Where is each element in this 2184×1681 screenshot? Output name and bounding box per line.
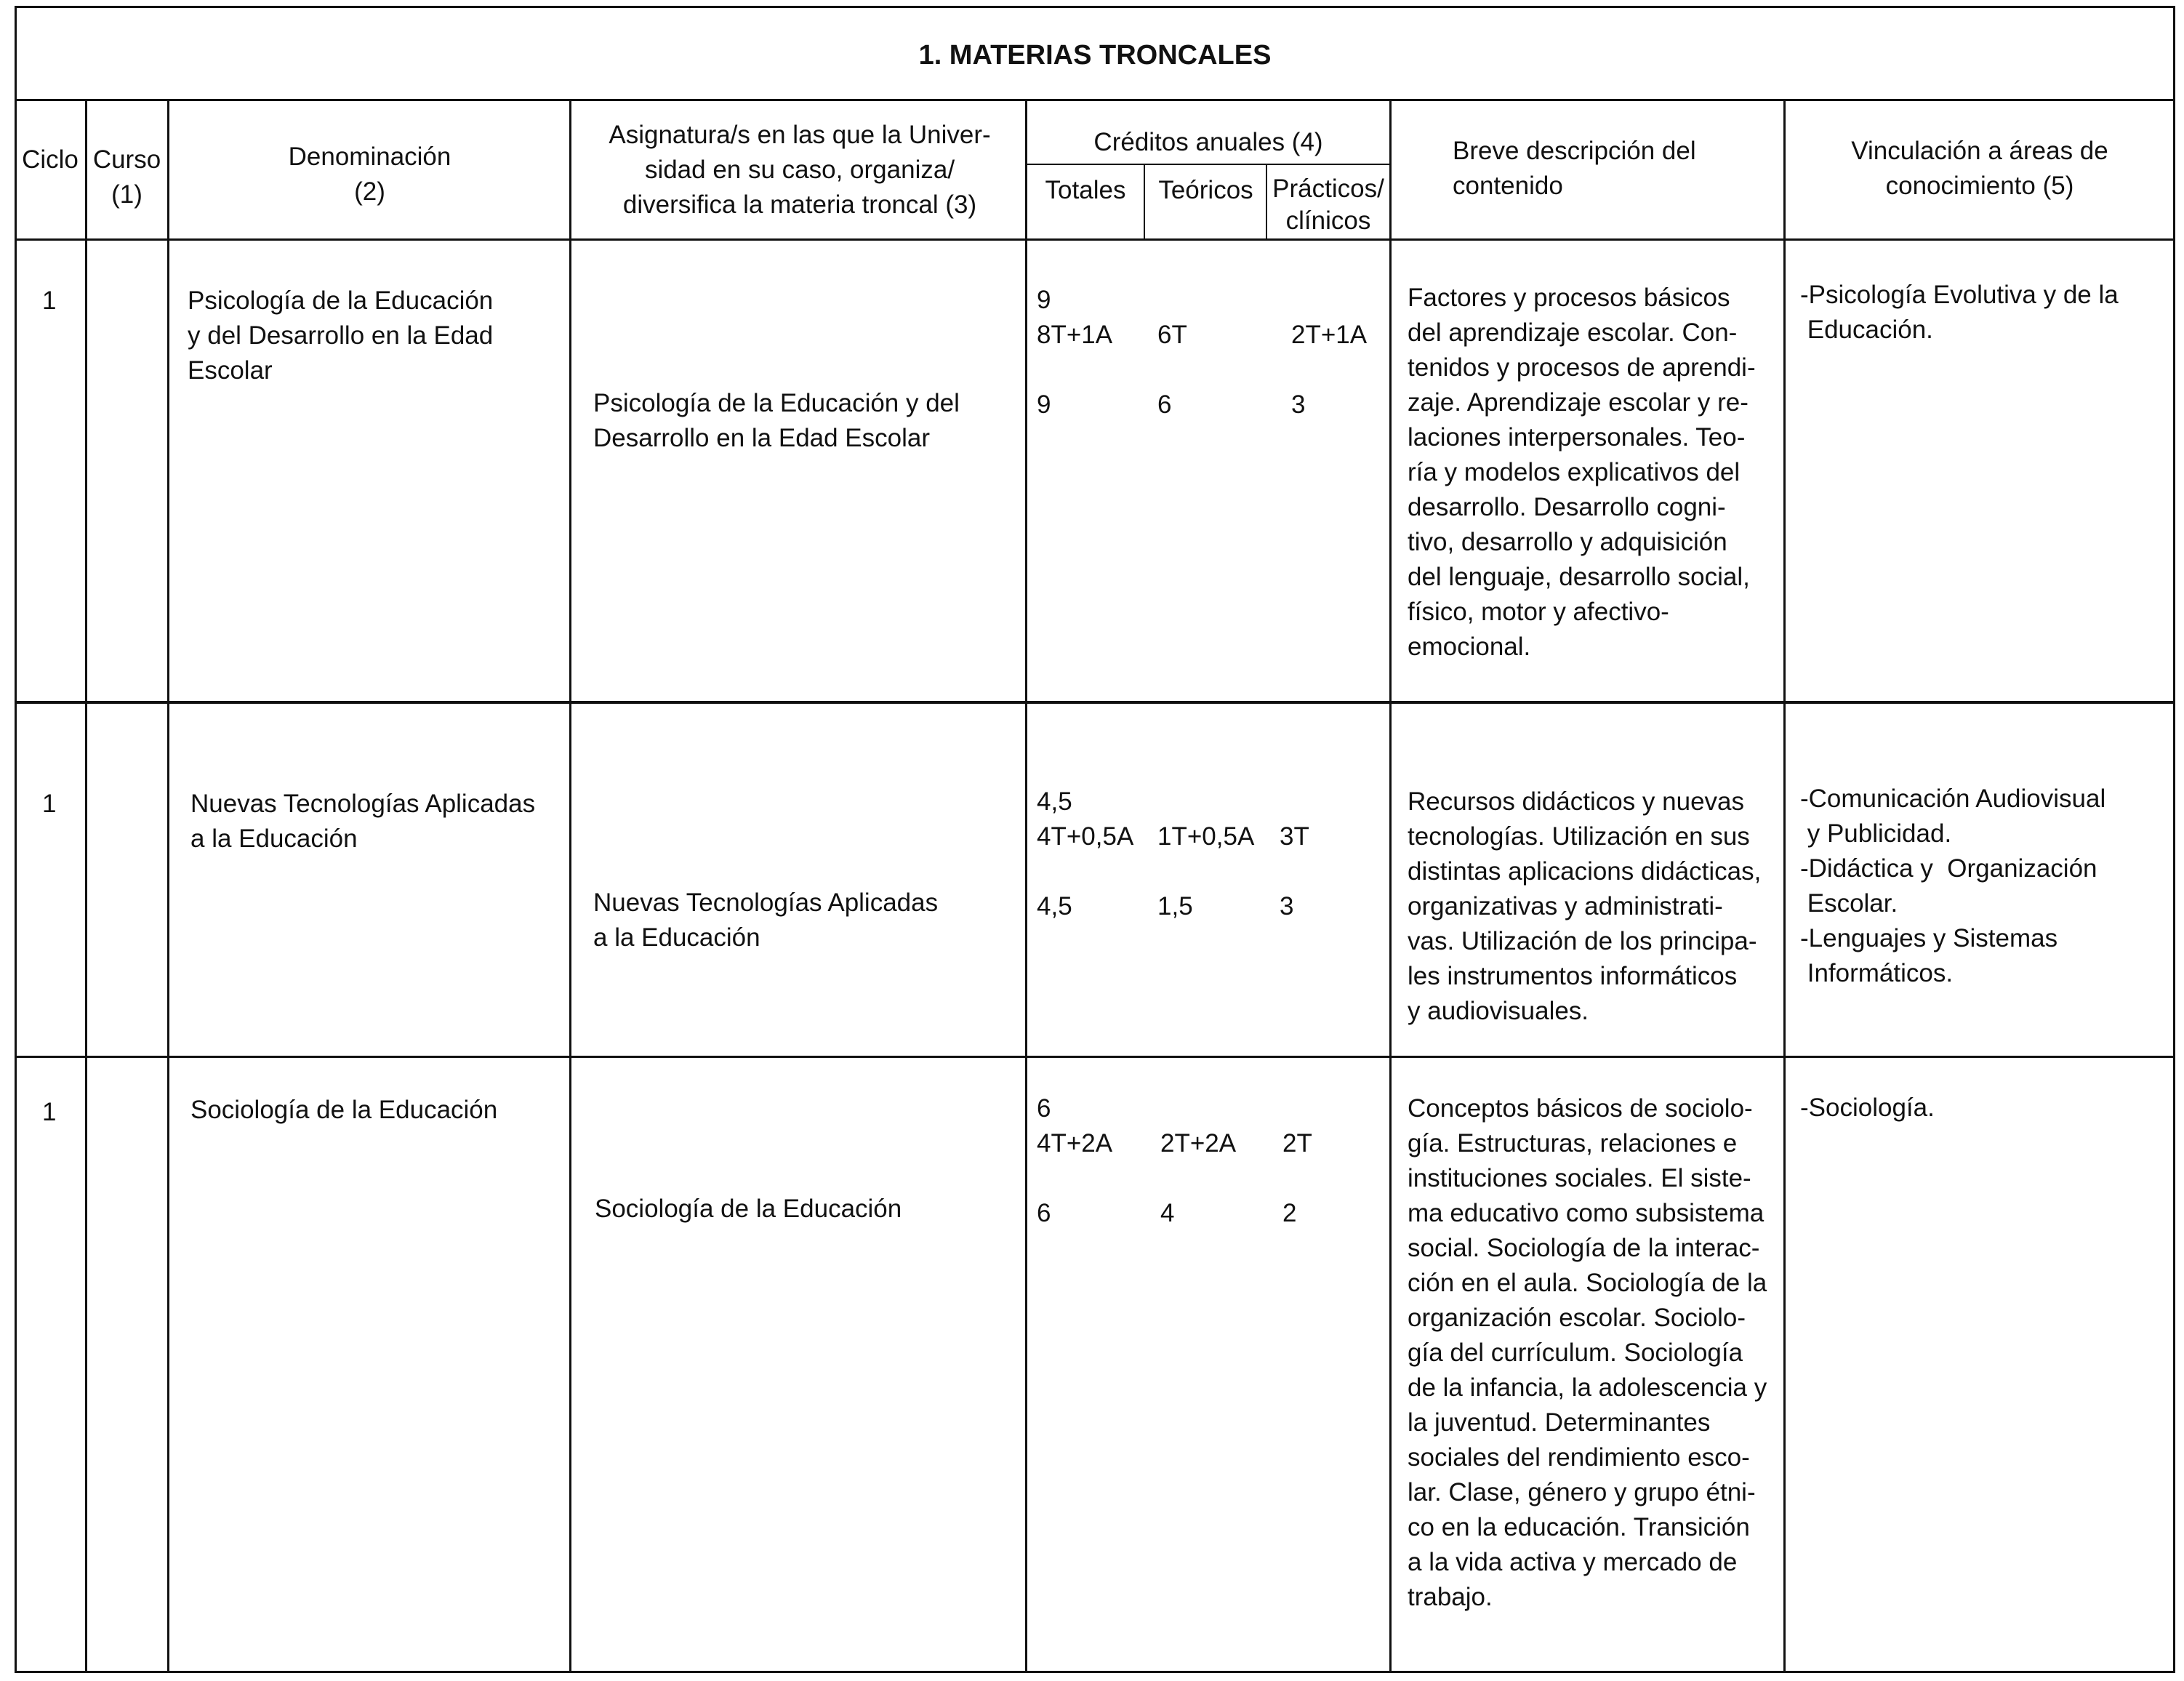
row1-teoricos: 6T 6 xyxy=(1157,321,1187,419)
row2-ciclo: 1 xyxy=(42,790,57,818)
row3-vinculacion: -Sociología. xyxy=(1800,1094,1935,1122)
table-border-left xyxy=(15,6,17,1673)
title-rule xyxy=(15,99,2175,101)
row1-asignatura: Psicología de la Educación y del Desarrollo en la Edad Escolar xyxy=(593,389,960,452)
row2-teoricos: 1T+0,5A 1,5 xyxy=(1157,822,1255,920)
table-border-bottom xyxy=(15,1671,2175,1673)
row2-vinculacion: -Comunicación Audiovisual y Publicidad. -Didáctica y Organización Escolar. -Lenguajes y Sistemas Informáticos. xyxy=(1800,785,2106,987)
row2-practicos: 3T 3 xyxy=(1280,822,1309,920)
header-teoricos: Teóricos xyxy=(1158,176,1253,204)
row1-descripcion: Factores y procesos básicos del aprendizaje escolar. Con- tenidos y procesos de aprendi- zaje. Aprendizaje escolar y re- laciones interpersonales. Teo- ría y modelos explicativos del desarrollo. Desarrollo cogni- tivo, desarrollo y adquisición del lenguaje, desarrollo social, físico, motor y afectivo- emocional. xyxy=(1408,284,1756,661)
row3-totales: 6 4T+2A 6 xyxy=(1037,1094,1113,1227)
col-divider-ciclo xyxy=(85,100,87,1672)
header-ciclo: Ciclo xyxy=(22,145,79,174)
header-denominacion: Denominación (2) xyxy=(288,143,451,206)
header-asignatura: Asignatura/s en las que la Univer- sidad en su caso, organiza/ diversifica la materia troncal (3) xyxy=(609,121,991,219)
row1-ciclo: 1 xyxy=(42,286,57,315)
row3-descripcion: Conceptos básicos de sociolo- gía. Estructuras, relaciones e instituciones sociales. El siste- ma educativo como subsistema social. Sociología de la interac- ción en el aula. Sociología de la organización escolar. Sociolo- gía del currículum. Sociología de la infancia, la adolescencia y la juventud. Determinantes sociales del rendimiento esco- lar. Clase, género y grupo étni- co en la educación. Transición a la vida activa y mercado de trabajo. xyxy=(1408,1094,1767,1611)
row3-ciclo: 1 xyxy=(42,1098,57,1126)
col-divider-creditos xyxy=(1389,100,1392,1672)
row2-descripcion: Recursos didácticos y nuevas tecnologías. Utilización en sus distintas aplicacions didácticas, organizativas y administrati- vas. Utilización de los principa- les instrumentos informáticos y audiovisuales. xyxy=(1408,787,1762,1025)
row1-vinculacion: -Psicología Evolutiva y de la Educación. xyxy=(1800,281,2119,344)
col-divider-breve xyxy=(1783,100,1786,1672)
row1-denominacion: Psicología de la Educación y del Desarrollo en la Edad Escolar xyxy=(188,286,494,385)
row2-denominacion: Nuevas Tecnologías Aplicadas a la Educación xyxy=(190,790,536,853)
table-border-top xyxy=(15,6,2175,8)
row2-totales: 4,5 4T+0,5A 4,5 xyxy=(1037,787,1134,920)
header-breve: Breve descripción del contenido xyxy=(1453,137,1696,200)
header-vinculacion: Vinculación a áreas de conocimiento (5) xyxy=(1851,137,2108,200)
row3-denominacion: Sociología de la Educación xyxy=(190,1096,498,1124)
col-divider-curso xyxy=(167,100,169,1672)
table-border-right xyxy=(2173,6,2175,1673)
header-creditos: Créditos anuales (4) xyxy=(1093,128,1323,156)
col-divider-denominacion xyxy=(569,100,571,1672)
row1-totales: 9 8T+1A 9 xyxy=(1037,286,1113,419)
row1-practicos: 2T+1A 3 xyxy=(1291,321,1368,419)
row3-teoricos: 2T+2A 4 xyxy=(1160,1129,1237,1227)
section-title: 1. MATERIAS TRONCALES xyxy=(918,40,1272,71)
creditos-subheader-rule xyxy=(1027,164,1392,165)
header-practicos: Prácticos/ clínicos xyxy=(1272,174,1384,235)
header-rule xyxy=(15,238,2175,241)
row-rule-1 xyxy=(15,701,2175,704)
row3-practicos: 2T 2 xyxy=(1282,1129,1312,1227)
header-totales: Totales xyxy=(1045,176,1126,204)
row2-asignatura: Nuevas Tecnologías Aplicadas a la Educación xyxy=(593,888,939,952)
row-rule-2 xyxy=(15,1056,2175,1058)
header-curso: Curso (1) xyxy=(92,145,161,209)
col-divider-asignatura xyxy=(1025,100,1027,1672)
row3-asignatura: Sociología de la Educación xyxy=(595,1195,902,1223)
